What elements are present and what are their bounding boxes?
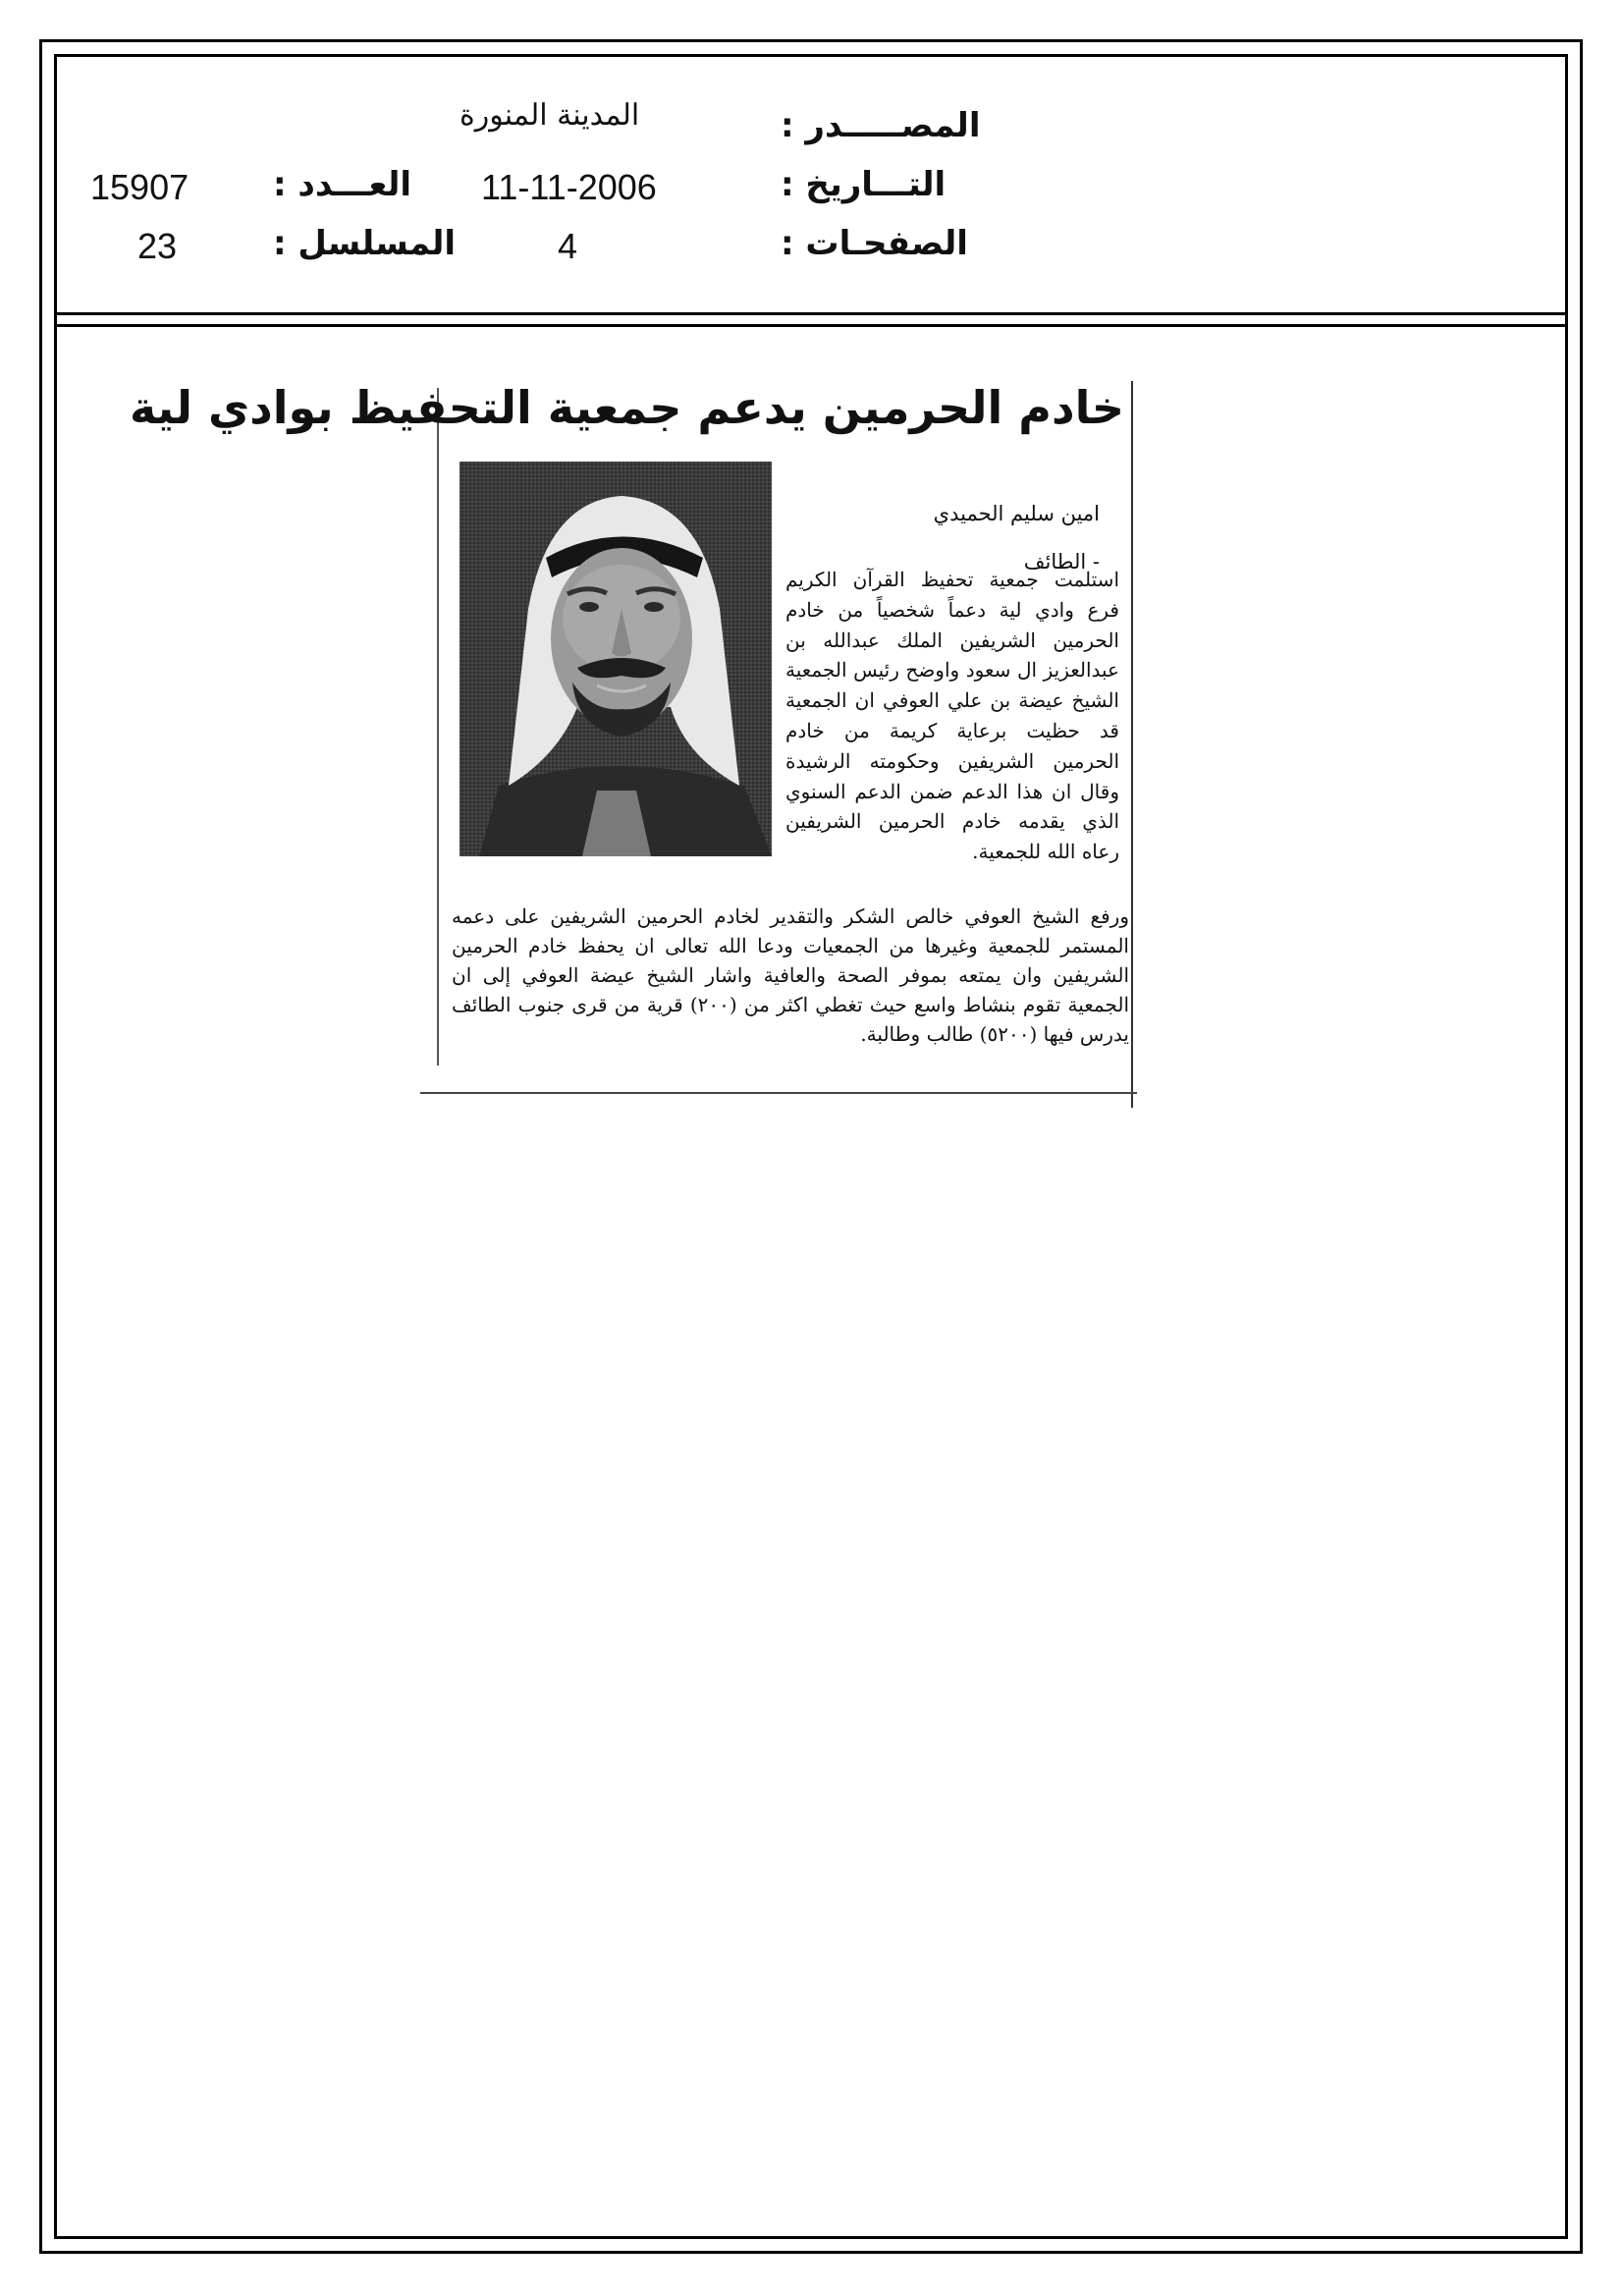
serial-label: المسلسل :	[273, 224, 457, 263]
article-headline: خادم الحرمين يدعم جمعية التحفيظ بوادي لية	[130, 381, 1124, 434]
serial-value: 23	[137, 226, 178, 266]
byline-name: امين سليم الحميدي	[933, 502, 1100, 525]
pages-label: الصفحـات :	[781, 224, 968, 263]
source-label: المصـــــدر :	[781, 106, 981, 145]
pages-value: 4	[558, 226, 578, 266]
header-divider-bottom	[54, 324, 1568, 327]
clipping-edge-bottom	[420, 1092, 1137, 1094]
date-label: التـــاريخ :	[781, 165, 947, 204]
portrait-photo-icon	[460, 462, 772, 856]
clipping-edge-right	[1131, 381, 1133, 1108]
clipping-edge-left	[437, 388, 439, 1066]
byline-place: - الطائف	[1023, 550, 1100, 574]
header-divider-top	[54, 312, 1568, 315]
article-paragraph-2: ورفع الشيخ العوفي خالص الشكر والتقدير لخادم الحرمين الشريفين على دعمه المستمر للجمعية وغيرها من الجمعيات ودعا الله تعالى ان يحفظ خادم الحرمين الشريفين وان يمتعه بموفر الصحة والعافية واشار الشيخ عيضة العوفي إلى ان الجمعية تقوم بنشاط واسع حيث تغطي اكثر من (٢٠٠) قرية من قرى جنوب الطائف يدرس فيها (٥٢٠٠) طالب وطالبة.	[452, 904, 1130, 1046]
date-value: 11-11-2006	[481, 167, 657, 207]
issue-label: العـــدد :	[273, 165, 411, 204]
source-value: المدينة المنورة	[460, 98, 640, 133]
issue-value: 15907	[90, 167, 189, 207]
article-paragraph-1: استلمت جمعية تحفيظ القرآن الكريم فرع وادي لية دعماً شخصياً من خادم الحرمين الشريفين الملك عبدالله بن عبدالعزيز ال سعود واوضح رئيس الجمعية الشيخ عيضة بن علي العوفي ان الجمعية قد حظيت برعاية كريمة من خادم الحرمين الشريفين وحكومته الرشيدة وقال ان هذا الدعم ضمن الدعم السنوي الذي يقدمه خادم الحرمين الشريفين رعاه الله للجمعية.	[785, 568, 1119, 864]
